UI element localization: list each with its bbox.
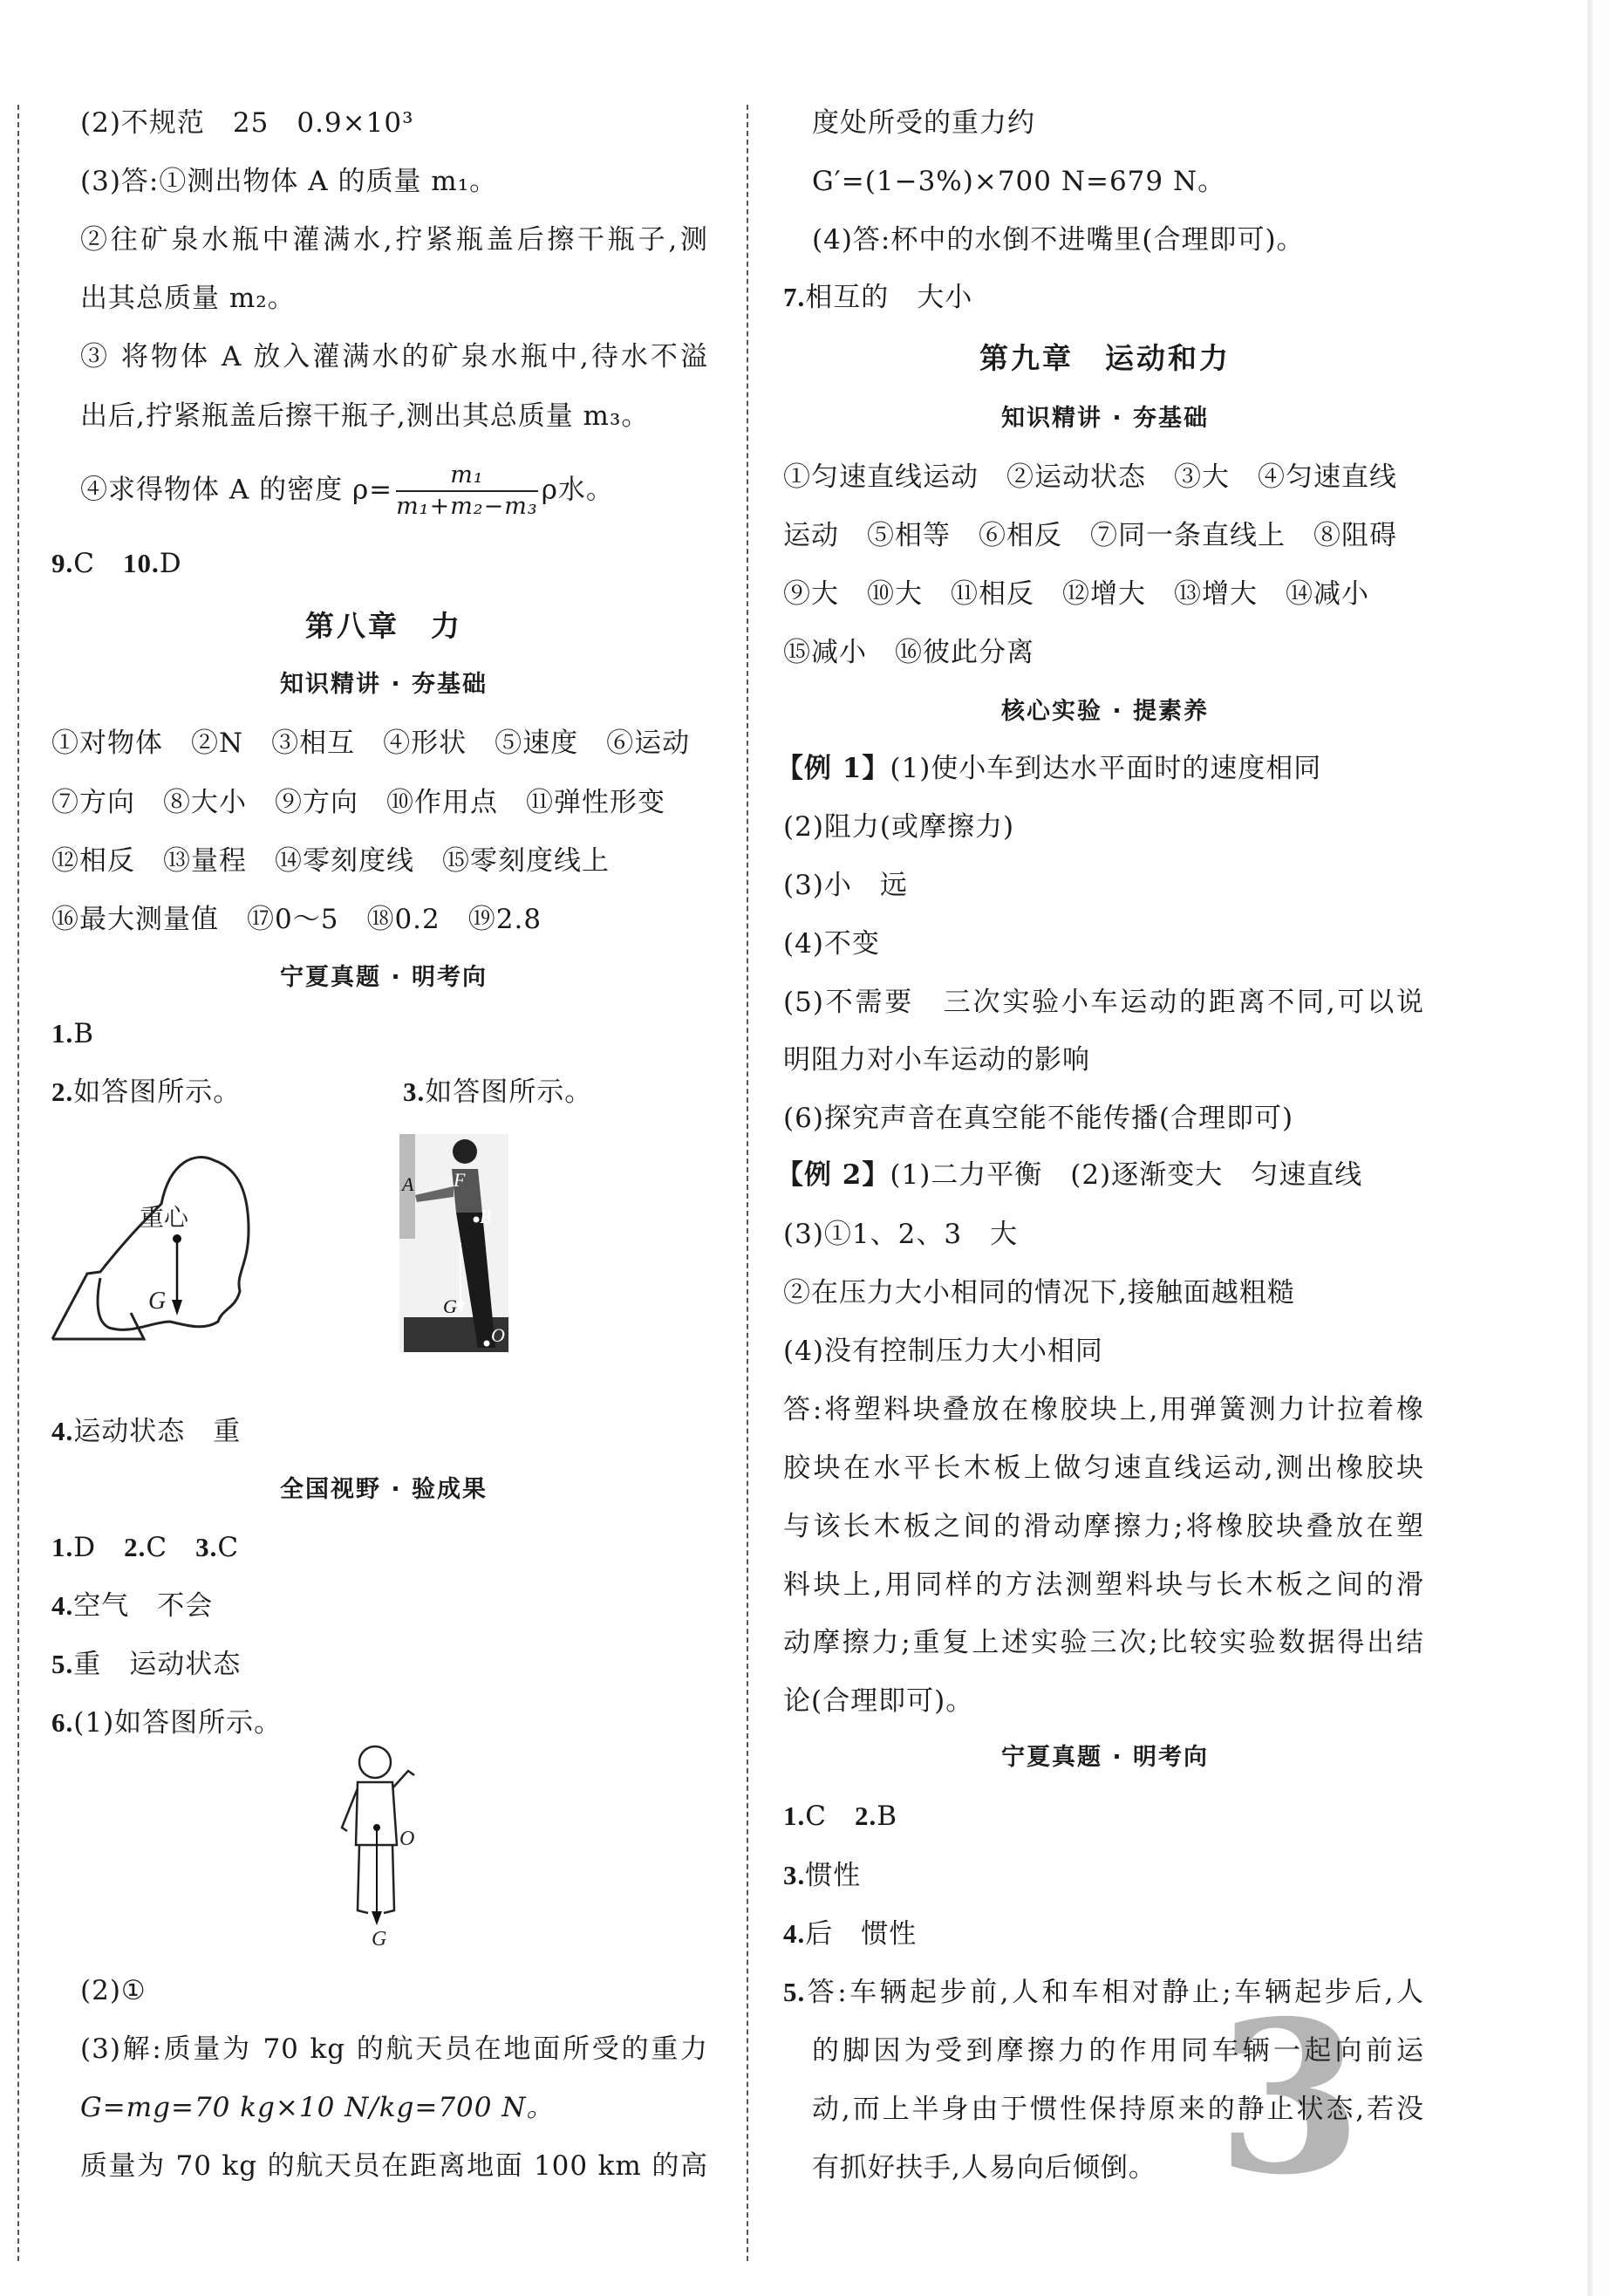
answer-line: 出其总质量 m₂。 [80, 283, 296, 314]
question-number: 3. [783, 1860, 806, 1890]
density-formula [80, 461, 614, 522]
answer-line: (3)答:①测出物体 A 的质量 m₁。 [80, 166, 498, 197]
answer-line [51, 1587, 213, 1625]
numerator: m₁ [396, 461, 538, 492]
question-number: 9. [51, 548, 74, 578]
answer: 答:车辆起步前,人和车相对静止;车辆起步后,人 [805, 1977, 1424, 2008]
question-number: 1. [783, 1801, 806, 1831]
answer-line: (4)答:杯中的水倒不进嘴里(合理即可)。 [812, 224, 1305, 256]
question-number: 6. [51, 1707, 74, 1738]
answer-line: 出后,拧紧瓶盖后擦干瓶子,测出其总质量 m₃。 [80, 400, 650, 432]
question-number: 4. [783, 1918, 806, 1949]
point-a-label: A [402, 1173, 414, 1195]
answer-line: 明阻力对小车运动的影响 [783, 1044, 1090, 1076]
answer-line: 动摩擦力;重复上述实验三次;比较实验数据得出结 [783, 1627, 1424, 1658]
section-heading: 核心实验 · 提素养 [1000, 698, 1210, 725]
question-number: 5. [783, 1977, 806, 2007]
answer: B [73, 1018, 95, 1049]
left-margin-dashed-line [17, 105, 19, 2261]
answer: 如答图所示。 [425, 1076, 593, 1108]
gravity-label: G [443, 1295, 457, 1317]
answer-line: 料块上,用同样的方法测塑料块与长木板之间的滑 [783, 1569, 1424, 1601]
answer-line: G′=(1−3%)×700 N=679 N。 [812, 166, 1226, 197]
section-heading: 宁夏真题 · 明考向 [1000, 1744, 1210, 1771]
answer-line: G=mg=70 kg×10 N/kg=700 N。 [80, 2092, 555, 2123]
section-heading: 宁夏真题 · 明考向 [279, 964, 488, 991]
answer-line: ③ 将物体 A 放入灌满水的矿泉水瓶中,待水不溢 [80, 341, 708, 372]
chapter-title: 第八章 力 [305, 609, 462, 643]
answer: 惯性 [805, 1860, 862, 1891]
answer-line: (3)解:质量为 70 kg 的航天员在地面所受的重力 [80, 2033, 708, 2065]
answer-line: 与该长木板之间的滑动摩擦力;将橡胶块叠放在塑 [783, 1511, 1424, 1542]
center-of-gravity-label: 重心 [140, 1203, 189, 1232]
column-divider-dashed-line [747, 105, 748, 2261]
answer: 重 运动状态 [73, 1649, 242, 1680]
answer-line [51, 1704, 282, 1742]
fraction [396, 461, 538, 522]
question-number: 2. [854, 1801, 877, 1831]
answer-line [403, 1073, 592, 1111]
answer-line [783, 278, 972, 317]
answer: 相互的 大小 [805, 282, 973, 313]
point-b-label: B [480, 1206, 492, 1227]
question-number: 2. [51, 1076, 74, 1107]
person-pushing-wall-photo [399, 1134, 508, 1352]
answer: C [146, 1532, 168, 1563]
answer-line: 答:将塑料块叠放在橡胶块上,用弹簧测力计拉着橡 [783, 1394, 1424, 1425]
answer-line: 的脚因为受到摩擦力的作用同车辆一起向前运 [812, 2035, 1424, 2067]
answer-line [776, 749, 1321, 788]
answer-line: 度处所受的重力约 [812, 107, 1035, 139]
answer-line: (4)没有控制压力大小相同 [783, 1336, 1103, 1367]
answer-line: (3)小 远 [783, 870, 908, 901]
center-of-gravity-figure [48, 1134, 301, 1352]
answer-line [51, 1412, 241, 1451]
section-heading: 知识精讲 · 夯基础 [1000, 405, 1210, 432]
question-number: 10. [122, 548, 160, 578]
answer-line: (2)不规范 25 0.9×10³ [80, 107, 414, 139]
answer-line: 运动 ⑤相等 ⑥相反 ⑦同一条直线上 ⑧阻碍 [783, 520, 1397, 551]
answer: (1)二力平衡 (2)逐渐变大 匀速直线 [890, 1159, 1363, 1191]
answer-line: (3)①1、2、3 大 [783, 1219, 1019, 1250]
answer: 如答图所示。 [73, 1076, 242, 1108]
formula-prefix: ④求得物体 A 的密度 ρ= [80, 474, 393, 506]
answer-line: ②在压力大小相同的情况下,接触面越粗糙 [783, 1277, 1295, 1309]
answer: (1)使小车到达水平面时的速度相同 [890, 753, 1322, 784]
answer-line [783, 1973, 1424, 2012]
gravity-label: G [372, 1928, 387, 1950]
answer-line [776, 1156, 1362, 1194]
answer-line: (5)不需要 三次实验小车运动的距离不同,可以说 [783, 987, 1424, 1018]
question-number: 5. [51, 1649, 74, 1679]
answer-line: ①对物体 ②N ③相互 ④形状 ⑤速度 ⑥运动 [51, 728, 691, 759]
answer-line [51, 544, 182, 583]
answer-line: ⑮减小 ⑯彼此分离 [783, 637, 1034, 668]
force-f-label: F [454, 1169, 466, 1191]
chapter-title: 第九章 运动和力 [979, 341, 1231, 375]
answer-line: ⑦方向 ⑧大小 ⑨方向 ⑩作用点 ⑪弹性形变 [51, 787, 665, 818]
page-number-watermark: 3 [1217, 1975, 1362, 2221]
answer-line [783, 1915, 917, 1953]
answer: 后 惯性 [805, 1918, 918, 1950]
answer-line: 有抓好扶手,人易向后倾倒。 [812, 2152, 1156, 2183]
answer: 空气 不会 [73, 1590, 214, 1622]
answer-line: ⑨大 ⑩大 ⑪相反 ⑫增大 ⑬增大 ⑭减小 [783, 578, 1369, 610]
gravity-label: G [148, 1288, 167, 1315]
answer-line: 论(合理即可)。 [783, 1685, 974, 1717]
answer-line: (2)阻力(或摩擦力) [783, 811, 1015, 843]
answer: D [73, 1532, 97, 1563]
answer-line: ①匀速直线运动 ②运动状态 ③大 ④匀速直线 [783, 461, 1397, 493]
answer-line: 质量为 70 kg 的航天员在距离地面 100 km 的高 [80, 2150, 708, 2182]
answer: C [805, 1801, 827, 1832]
answer: 运动状态 重 [73, 1416, 242, 1447]
answer-line: (2)① [80, 1975, 147, 2006]
answer: D [159, 548, 182, 579]
answer-line [51, 1528, 239, 1567]
answer-line: 动,而上半身由于惯性保持原来的静止状态,若没 [812, 2094, 1424, 2125]
astronaut-figure [331, 1740, 445, 1950]
pivot-o-label: O [491, 1324, 505, 1346]
answer-line [51, 1645, 241, 1684]
formula-suffix: ρ水。 [541, 474, 614, 506]
answer-line [51, 1015, 94, 1053]
answer: C [73, 548, 95, 579]
answer-line [783, 1856, 861, 1895]
answer-line: 胶块在水平长木板上做匀速直线运动,测出橡胶块 [783, 1452, 1424, 1484]
question-number: 4. [51, 1416, 74, 1446]
denominator: m₁+m₂−m₃ [396, 493, 538, 520]
example-tag: 【例 2】 [776, 1159, 890, 1191]
answer-line: (4)不变 [783, 928, 880, 960]
section-heading: 全国视野 · 验成果 [279, 1476, 488, 1503]
answer-line: ⑫相反 ⑬量程 ⑭零刻度线 ⑮零刻度线上 [51, 845, 610, 877]
section-heading: 知识精讲 · 夯基础 [279, 671, 488, 698]
answer-line: ⑯最大测量值 ⑰0～5 ⑱0.2 ⑲2.8 [51, 904, 542, 935]
example-tag: 【例 1】 [776, 753, 890, 784]
answer: B [877, 1801, 898, 1832]
answer-line: ②往矿泉水瓶中灌满水,拧紧瓶盖后擦干瓶子,测 [80, 224, 708, 256]
answer-line: (6)探究声音在真空能不能传播(合理即可) [783, 1103, 1294, 1134]
answer-line [783, 1797, 897, 1835]
answer: C [217, 1532, 240, 1563]
answer-line [51, 1073, 241, 1111]
question-number: 7. [783, 282, 806, 312]
question-number: 4. [51, 1590, 74, 1621]
question-number: 2. [124, 1532, 147, 1562]
question-number: 1. [51, 1018, 74, 1049]
question-number: 1. [51, 1532, 74, 1562]
answer: (1)如答图所示。 [73, 1707, 283, 1739]
question-number: 3. [195, 1532, 218, 1562]
center-o-label: O [399, 1828, 415, 1850]
question-number: 3. [403, 1076, 426, 1107]
